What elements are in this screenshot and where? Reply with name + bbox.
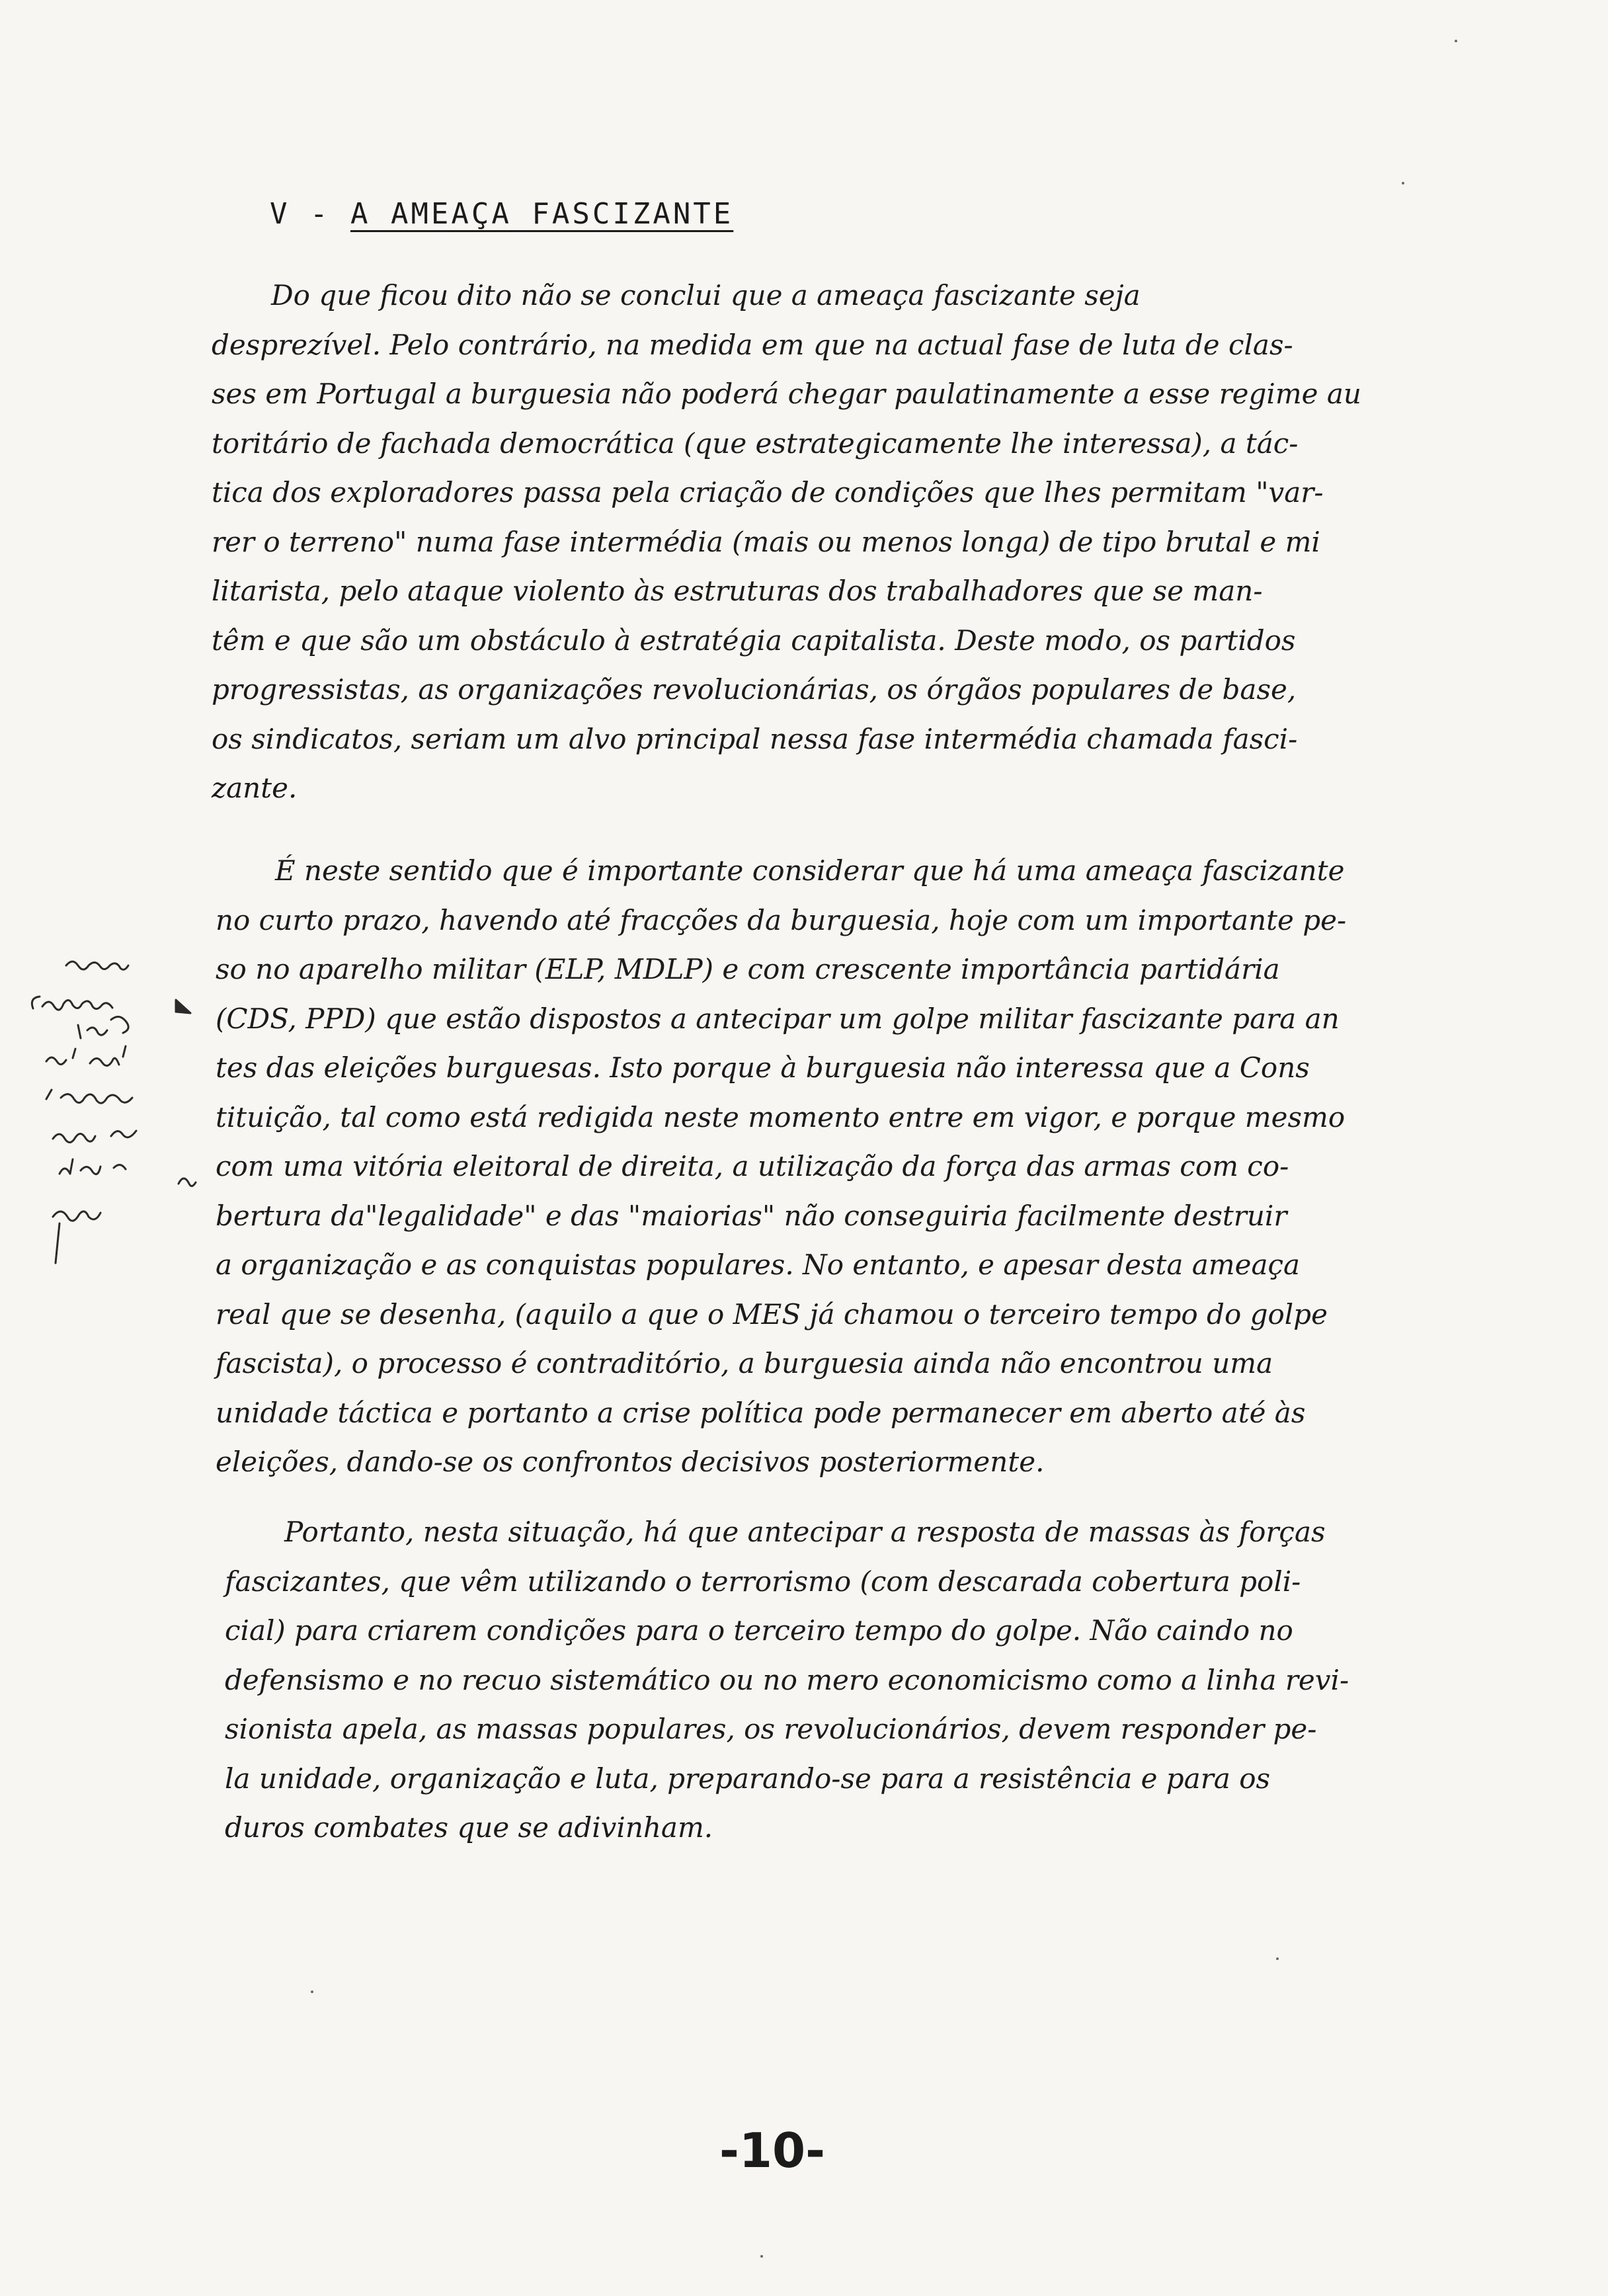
handwritten-margin-note [26, 946, 225, 1290]
heading-prefix: V - [270, 197, 350, 231]
text-line: tituição, tal como está redigida neste momento entre em vigor, e porque mesmo [216, 1100, 1346, 1133]
text-line: fascista), o processo é contraditório, a burguesia ainda não encontrou uma [216, 1347, 1273, 1379]
text-line: bertura da"legalidade" e das "maiorias" não conseguiria facilmente destruir [216, 1199, 1287, 1232]
text-line: tica dos exploradores passa pela criação de condições que lhes permitam "var- [212, 476, 1324, 509]
text-line: ses em Portugal a burguesia não poderá chegar paulatinamente a esse regime au [212, 378, 1361, 410]
text-line: desprezível. Pelo contrário, na medida em que na actual fase de luta de clas- [212, 328, 1293, 361]
text-line: defensismo e no recuo sistemático ou no mero economicismo como a linha revi- [225, 1663, 1349, 1696]
scan-speck [1402, 182, 1404, 184]
scan-speck [1276, 1957, 1279, 1960]
text-line: com uma vitória eleitoral de direita, a utilização da força das armas com co- [216, 1150, 1289, 1182]
text-line: litarista, pelo ataque violento às estruturas dos trabalhadores que se man- [212, 575, 1263, 607]
text-line: duros combates que se adivinham. [225, 1811, 713, 1844]
text-line: cial) para criarem condições para o terceiro tempo do golpe. Não caindo no [225, 1614, 1293, 1647]
text-line: unidade táctica e portanto a crise política pode permanecer em aberto até às [216, 1396, 1306, 1429]
section-heading [270, 197, 733, 231]
text-line: real que se desenha, (aquilo a que o MES já chamou o terceiro tempo do golpe [216, 1297, 1328, 1331]
text-line: fascizantes, que vêm utilizando o terrorismo (com descarada cobertura poli- [225, 1565, 1301, 1598]
page-number: -10- [719, 2123, 825, 2178]
heading-title: A AMEAÇA FASCIZANTE [350, 197, 734, 231]
text-line: la unidade, organização e luta, preparando-se para a resistência e para os [225, 1762, 1271, 1795]
text-line: zante. [212, 772, 298, 804]
text-line: Portanto, nesta situação, há que antecipar a resposta de massas às forças [284, 1516, 1326, 1548]
text-line: toritário de fachada democrática (que estrategicamente lhe interessa), a tác- [212, 427, 1299, 460]
text-line: É neste sentido que é importante considerar que há uma ameaça fascizante [275, 854, 1345, 887]
text-line: progressistas, as organizações revolucionárias, os órgãos populares de base, [212, 673, 1297, 706]
paragraph-1 [212, 271, 1488, 813]
scan-speck [311, 1990, 313, 1993]
text-line: sionista apela, as massas populares, os revolucionários, devem responder pe- [225, 1713, 1317, 1745]
text-line: Do que ficou dito não se conclui que a ameaça fascizante seja [271, 279, 1141, 311]
text-line: rer o terreno" numa fase intermédia (mais ou menos longa) de tipo brutal e mi [212, 525, 1320, 558]
scan-speck [760, 2255, 763, 2258]
text-line: so no aparelho militar (ELP, MDLP) e com crescente importância partidária [216, 953, 1280, 985]
paragraph-2 [216, 846, 1492, 1487]
text-line: os sindicatos, seriam um alvo principal nessa fase intermédia chamada fasci- [212, 722, 1298, 755]
paragraph-3 [225, 1508, 1501, 1853]
text-line: tes das eleições burguesas. Isto porque à burguesia não interessa que a Cons [216, 1051, 1310, 1084]
text-line: (CDS, PPD) que estão dispostos a antecipar um golpe militar fascizante para an [216, 1002, 1340, 1035]
scan-speck [1455, 40, 1457, 42]
text-line: no curto prazo, havendo até fracções da burguesia, hoje com um importante pe- [216, 903, 1347, 936]
text-line: têm e que são um obstáculo à estratégia capitalista. Deste modo, os partidos [212, 624, 1296, 657]
text-line: a organização e as conquistas populares. No entanto, e apesar desta ameaça [216, 1249, 1301, 1281]
text-line: eleições, dando-se os confrontos decisivos posteriormente. [216, 1446, 1045, 1478]
